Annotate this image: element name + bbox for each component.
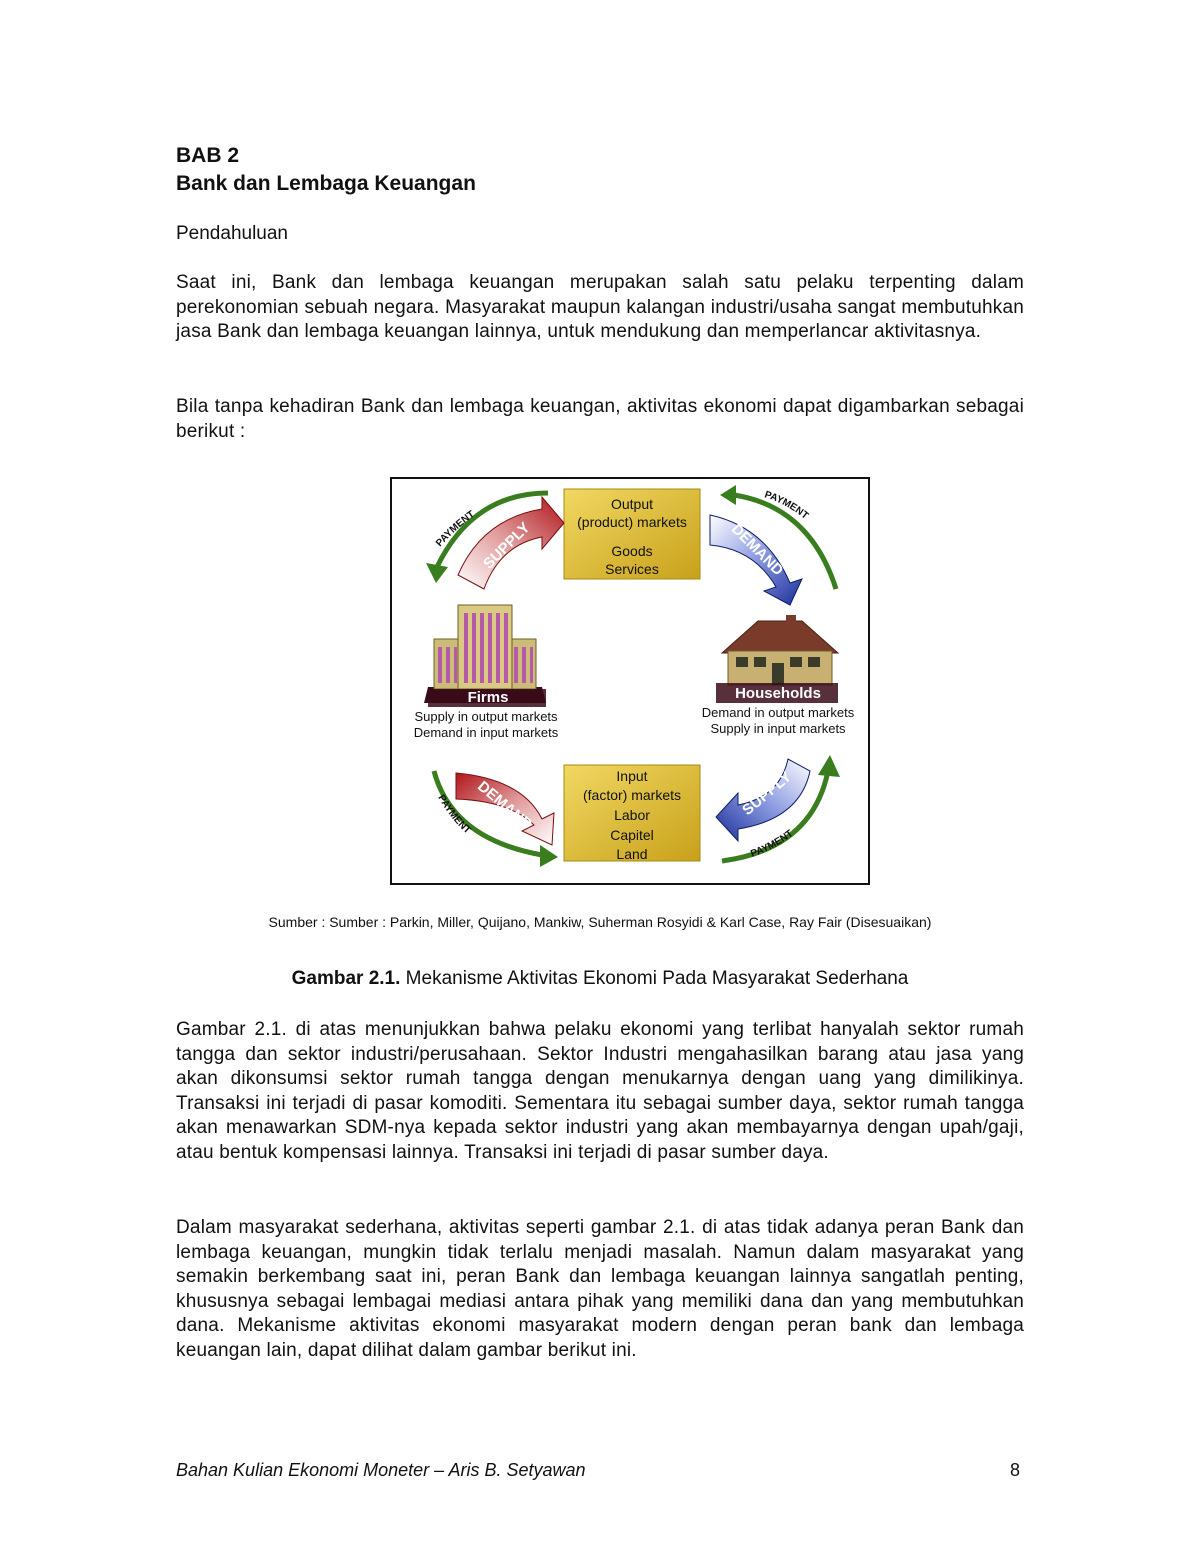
chapter-number: BAB 2: [176, 144, 240, 167]
households-desc-2: Supply in input markets: [710, 721, 846, 736]
page-number: 8: [1010, 1460, 1021, 1480]
supply-label: SUPPLY: [739, 768, 796, 819]
households-desc-1: Demand in output markets: [701, 705, 855, 720]
section-heading: Pendahuluan: [176, 223, 288, 244]
output-market-line2: (product) markets: [577, 514, 687, 530]
demand-label: DEMAND: [727, 520, 787, 580]
input-market-box: [564, 765, 700, 862]
demand-arrow-bottom-left: [456, 773, 554, 845]
chapter-title: [176, 142, 476, 198]
payment-label: PAYMENT: [435, 793, 473, 837]
output-market-box: [564, 489, 700, 579]
demand-arrow-top-right: [710, 515, 802, 605]
payment-label: PAYMENT: [749, 828, 796, 860]
caption-text: Mekanisme Aktivitas Ekonomi Pada Masyarakat Sederhana: [400, 968, 909, 989]
firms-desc-1: Supply in output markets: [414, 709, 558, 724]
input-market-line1: Input: [616, 768, 648, 784]
paragraph: Saat ini, Bank dan lembaga keuangan merupakan salah satu pelaku terpenting dalam perekonomian sebuah negara. Masyarakat maupun kalangan industri/usaha sangat membutuhkan jasa Bank dan lembaga keuangan lainnya, untuk mendukung dan memperlancar aktivitasnya.: [176, 272, 1024, 343]
firms-label: Firms: [467, 689, 509, 706]
paragraph: Bila tanpa kehadiran Bank dan lembaga keuangan, aktivitas ekonomi dapat digambarkan sebagai berikut :: [176, 396, 1024, 442]
firms-building-icon: [424, 605, 546, 707]
circular-flow-diagram: [392, 479, 868, 883]
payment-label: PAYMENT: [434, 508, 477, 549]
output-market-line1: Output: [610, 496, 654, 512]
figure-source: Sumber : Sumber : Parkin, Miller, Quijano, Mankiw, Suherman Rosyidi & Karl Case, Ray Fair (Disesuaikan): [268, 914, 932, 930]
demand-label: DEMAND: [474, 777, 536, 834]
households-label: Households: [735, 685, 821, 702]
footer-text: Bahan Kulian Ekonomi Moneter – Aris B. Setyawan: [176, 1460, 586, 1480]
input-market-line5: Land: [616, 846, 648, 862]
chapter-name: Bank dan Lembaga Keuangan: [176, 172, 476, 195]
firms-desc-2: Demand in input markets: [413, 725, 559, 740]
households-house-icon: [716, 615, 838, 703]
circular-flow-figure: [390, 477, 870, 885]
output-market-line4: Services: [605, 561, 659, 577]
caption-label: Gambar 2.1.: [291, 968, 401, 989]
supply-arrow-top-left: [458, 497, 564, 589]
figure-caption: [0, 968, 1200, 990]
supply-label: SUPPLY: [480, 519, 534, 573]
input-market-line3: Labor: [614, 807, 650, 823]
input-market-line4: Capitel: [610, 827, 654, 843]
input-market-line2: (factor) markets: [582, 787, 682, 803]
paragraph: Gambar 2.1. di atas menunjukkan bahwa pelaku ekonomi yang terlibat hanyalah sektor rumah tangga dan sektor industri/perusahaan. Sektor Industri mengahasilkan barang atau jasa yang akan dikonsumsi sektor rumah tangga dengan menukarnya dengan uang yang dimilikinya. Transaksi ini terjadi di pasar komoditi. Sementara itu sebagai sumber daya, sektor rumah tangga akan menawarkan SDM-nya kepada sektor industri yang akan membayarnya dengan upah/gaji, atau bentuk kompensasi lainnya. Transaksi ini terjadi di pasar sumber daya.: [176, 1019, 1024, 1163]
paragraph: Dalam masyarakat sederhana, aktivitas seperti gambar 2.1. di atas tidak adanya peran Bank dan lembaga keuangan, mungkin tidak terlalu menjadi masalah. Namun dalam masyarakat yang semakin berkembang saat ini, peran Bank dan lembaga keuangan lainnya sangatlah penting, khususnya sebagai lembagai mediasi antara pihak yang memiliki dana dan yang membutuhkan dana. Mekanisme aktivitas ekonomi masyarakat modern dengan peran bank dan lembaga keuangan lain, dapat dilihat dalam gambar berikut ini.: [176, 1217, 1024, 1361]
payment-label: PAYMENT: [763, 489, 811, 522]
output-market-line3: Goods: [611, 543, 653, 559]
